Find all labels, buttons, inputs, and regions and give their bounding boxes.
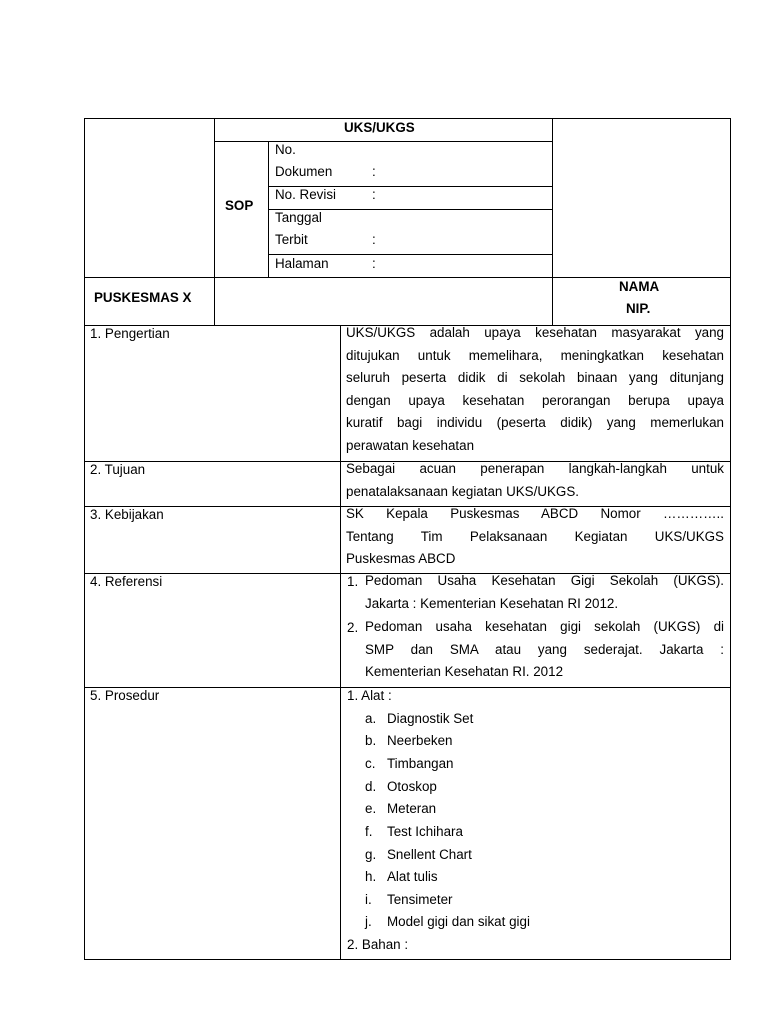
no-revisi-colon: : xyxy=(372,187,376,202)
referensi-line: Pedoman usaha kesehatan gigi sekolah (UKGS) di xyxy=(365,619,724,634)
org-row-line xyxy=(84,277,731,278)
referensi-line: SMP dan SMA atau yang sederajat. Jakarta : xyxy=(365,641,724,657)
pengertian-line: seluruh peserta didik di sekolah binaan yang ditunjang xyxy=(346,370,724,386)
nip-label: NIP. xyxy=(626,301,651,316)
section-label-referensi: 4. Referensi xyxy=(90,574,163,589)
row-line-4 xyxy=(84,687,731,688)
alat-letter: f. xyxy=(365,824,373,839)
pengertian-line: dengan upaya kesehatan perorangan berupa upaya xyxy=(346,392,724,408)
table-border-right xyxy=(730,118,731,960)
section-label-prosedur: 5. Prosedur xyxy=(90,688,160,703)
no-revisi-label: No. Revisi xyxy=(275,187,337,202)
tujuan-line: penatalaksanaan kegiatan UKS/UKGS. xyxy=(346,483,579,499)
no-dokumen-colon: : xyxy=(372,164,376,179)
kebijakan-line: SK Kepala Puskesmas ABCD Nomor ………….. xyxy=(346,506,724,521)
halaman-colon: : xyxy=(372,256,376,271)
header-divider-right xyxy=(552,118,553,326)
table-border-top xyxy=(84,118,731,119)
nama-label: NAMA xyxy=(619,279,660,294)
tanggal-label-1: Tanggal xyxy=(275,210,322,225)
pengertian-line: ditujukan untuk memelihara, meningkatkan kesehatan xyxy=(346,347,724,363)
tanggal-label-2: Terbit xyxy=(275,232,308,247)
table-border-bottom xyxy=(84,959,731,960)
alat-letter: e. xyxy=(365,801,377,816)
tujuan-line: Sebagai acuan penerapan langkah-langkah untuk xyxy=(346,461,724,476)
alat-heading: 1. Alat : xyxy=(347,688,392,703)
referensi-line: Kementerian Kesehatan RI. 2012 xyxy=(365,664,564,680)
referensi-item-2 xyxy=(365,616,724,684)
section-label-tujuan: 2. Tujuan xyxy=(90,462,146,477)
body-column-divider xyxy=(340,325,341,960)
alat-letter: g. xyxy=(365,847,377,862)
referensi-item-1 xyxy=(365,570,724,615)
alat-item: Test Ichihara xyxy=(387,824,463,839)
tujuan-text xyxy=(346,458,724,503)
document-title: UKS/UKGS xyxy=(344,120,415,135)
referensi-num-2: 2. xyxy=(347,620,359,635)
title-row-line xyxy=(214,141,553,142)
pengertian-line: kuratif bagi individu (peserta didik) yang memerlukan xyxy=(346,415,724,431)
tanggal-colon: : xyxy=(372,232,376,247)
alat-item: Timbangan xyxy=(387,756,454,771)
header-divider-left xyxy=(214,118,215,326)
alat-item: Alat tulis xyxy=(387,869,438,884)
alat-letter: b. xyxy=(365,733,377,748)
referensi-line: Pedoman Usaha Kesehatan Gigi Sekolah (UKGS). xyxy=(365,573,724,588)
alat-item: Snellent Chart xyxy=(387,847,472,862)
alat-letter: h. xyxy=(365,869,377,884)
pengertian-text xyxy=(346,322,724,458)
field-line-3 xyxy=(268,254,553,255)
kebijakan-line: Puskesmas ABCD xyxy=(346,551,456,567)
alat-letter: i. xyxy=(365,892,372,907)
pengertian-line: perawatan kesehatan xyxy=(346,437,475,453)
alat-letter: a. xyxy=(365,711,377,726)
alat-item: Otoskop xyxy=(387,779,437,794)
section-label-pengertian: 1. Pengertian xyxy=(90,326,170,341)
alat-letter: j. xyxy=(365,914,372,929)
referensi-num-1: 1. xyxy=(347,574,359,589)
alat-item: Tensimeter xyxy=(387,892,453,907)
table-border-left xyxy=(84,118,85,960)
alat-item: Neerbeken xyxy=(387,733,453,748)
no-dokumen-label-1: No. xyxy=(275,142,296,157)
sop-label: SOP xyxy=(225,198,254,213)
halaman-label: Halaman xyxy=(275,256,329,271)
alat-item: Diagnostik Set xyxy=(387,711,474,726)
pengertian-line: UKS/UKGS adalah upaya kesehatan masyarakat yang xyxy=(346,325,724,340)
section-label-kebijakan: 3. Kebijakan xyxy=(90,507,164,522)
kebijakan-line: Tentang Tim Pelaksanaan Kegiatan UKS/UKGS xyxy=(346,528,724,544)
bahan-heading: 2. Bahan : xyxy=(347,937,409,952)
kebijakan-text xyxy=(346,503,724,571)
alat-letter: d. xyxy=(365,779,377,794)
puskesmas-name: PUSKESMAS X xyxy=(94,290,192,305)
alat-item: Meteran xyxy=(387,801,437,816)
referensi-line: Jakarta : Kementerian Kesehatan RI 2012. xyxy=(365,595,619,611)
alat-letter: c. xyxy=(365,756,376,771)
alat-item: Model gigi dan sikat gigi xyxy=(387,914,530,929)
no-dokumen-label-2: Dokumen xyxy=(275,164,333,179)
